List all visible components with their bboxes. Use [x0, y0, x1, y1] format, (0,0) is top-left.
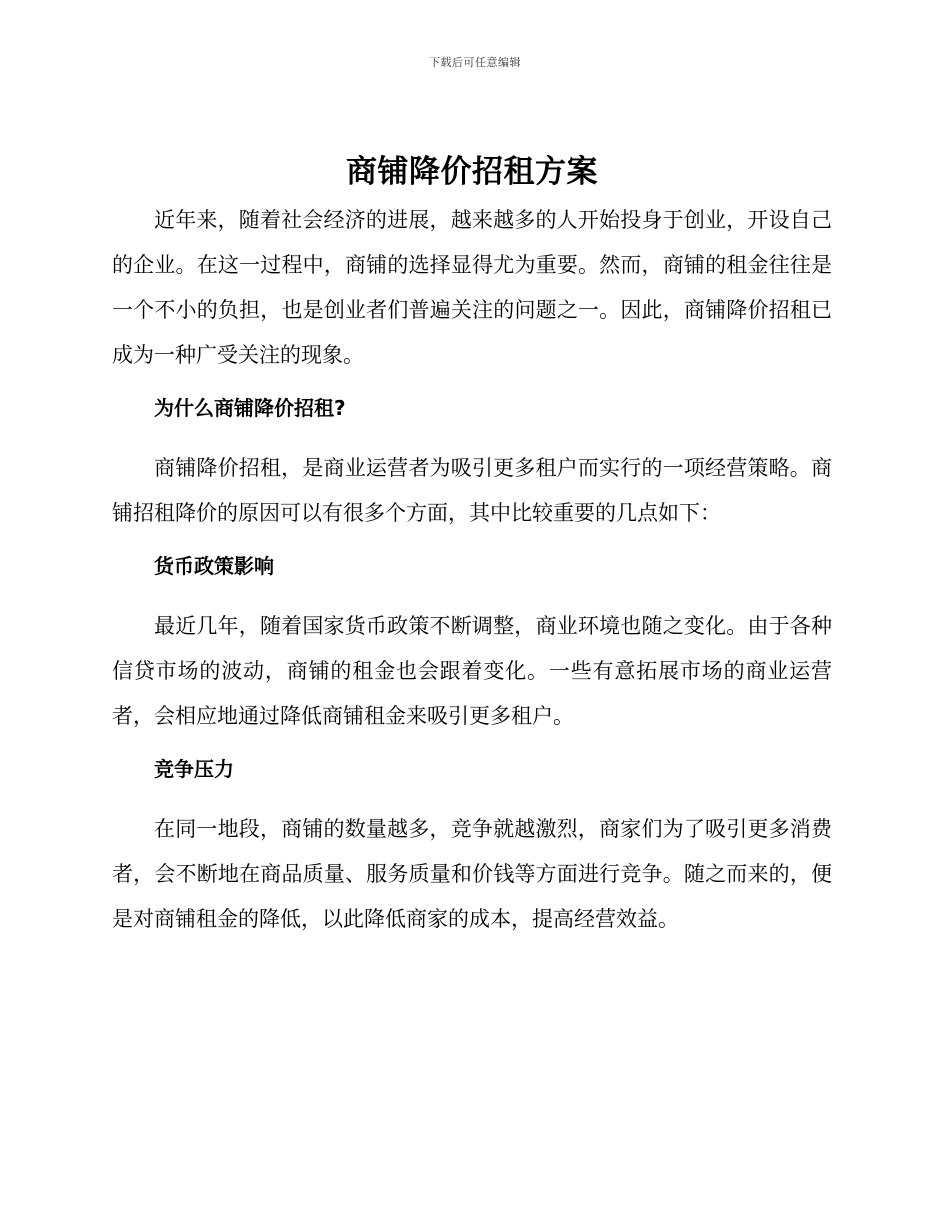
intro-paragraph: 近年来，随着社会经济的进展，越来越多的人开始投身于创业，开设自己的企业。在这一过程中，商铺的选择显得尤为重要。然而，商铺的租金往往是一个不小的负担，也是创业者们普遍关注的问题之一。因此，商铺降价招租已成为一种广受关注的现象。: [112, 208, 832, 367]
section-paragraph-monetary-policy: 最近几年，随着国家货币政策不断调整，商业环境也随之变化。由于各种信贷市场的波动，商铺的租金也会跟着变化。一些有意拓展市场的商业运营者，会相应地通过降低商铺租金来吸引更多租户。: [112, 614, 832, 728]
section-heading-competition: 竞争压力: [154, 757, 234, 781]
page-header-note: 下载后可任意编辑: [429, 56, 521, 69]
section-paragraph-competition: 在同一地段，商铺的数量越多，竞争就越激烈，商家们为了吸引更多消费者，会不断地在商品质量、服务质量和价钱等方面进行竞争。随之而来的，便是对商铺租金的降低，以此降低商家的成本，提高经营效益。: [112, 817, 832, 931]
document-title: 商铺降价招租方案: [346, 154, 598, 190]
section-heading-monetary-policy: 货币政策影响: [154, 554, 274, 578]
document-body: [112, 150, 832, 950]
section-paragraph-why: 商铺降价招租，是商业运营者为吸引更多租户而实行的一项经营策略。商铺招租降价的原因可以有很多个方面，其中比较重要的几点如下：: [112, 456, 832, 525]
section-heading-why: 为什么商铺降价招租?: [154, 396, 346, 420]
